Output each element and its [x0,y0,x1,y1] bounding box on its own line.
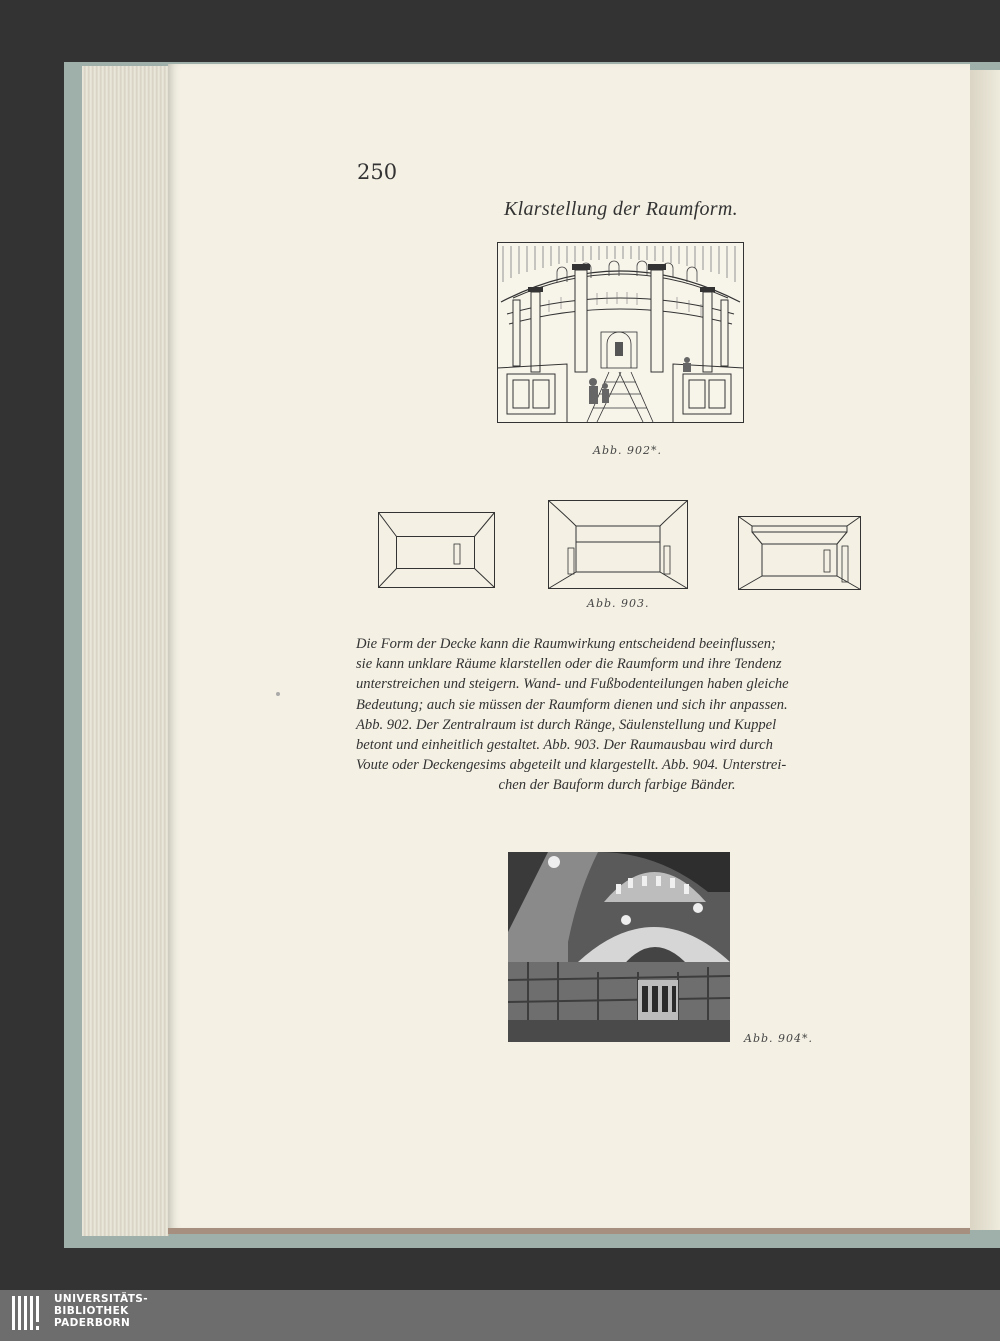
library-name-line: UNIVERSITÄTS- [54,1293,149,1305]
body-paragraph [356,634,878,796]
body-line: sie kann unklare Räume klarstellen oder die Raumform und ihre Tendenz [356,656,782,673]
figure-902-rotunda-illustration [497,242,744,423]
body-line: betont und einheitlich gestaltet. Abb. 903. Der Raumausbau wird durch [356,737,773,754]
body-line: Voute oder Deckengesims abgeteilt und klargestellt. Abb. 904. Unterstrei- [356,757,787,774]
figure-904-caption: Abb. 904*. [744,1032,814,1045]
figure-903-room-diagram-left [378,512,495,588]
body-line: Bedeutung; auch sie müssen der Raumform dienen und sich ihr anpassen. [356,696,788,713]
body-line: Die Form der Decke kann die Raumwirkung entscheidend beeinflussen; [356,636,776,652]
figure-903-caption: Abb. 903. [587,597,650,610]
scan-speck [276,692,280,696]
page-title: Klarstellung der Raumform. [504,198,738,220]
page-bottom-edge [168,1228,970,1234]
library-name-line: BIBLIOTHEK [54,1305,129,1317]
figure-902-caption: Abb. 902*. [593,444,663,457]
figure-904-photograph [508,852,730,1042]
library-name-line: PADERBORN [54,1317,131,1329]
page-number: 250 [357,160,398,184]
library-logo-icon [12,1294,42,1336]
figure-903-room-diagram-center [548,500,688,590]
body-line: Abb. 902. Der Zentralraum ist durch Ränge, Säulenstellung und Kuppel [356,716,777,733]
body-line: chen der Bauform durch farbige Bänder. [498,777,736,794]
facing-page-edge [968,70,1000,1230]
library-footer-bar [0,1290,1000,1341]
figure-903-room-diagram-right [738,516,861,590]
page-edges [82,66,169,1236]
body-line: unterstreichen und steigern. Wand- und Fußbodenteilungen haben gleiche [356,676,789,693]
library-name [54,1293,148,1329]
